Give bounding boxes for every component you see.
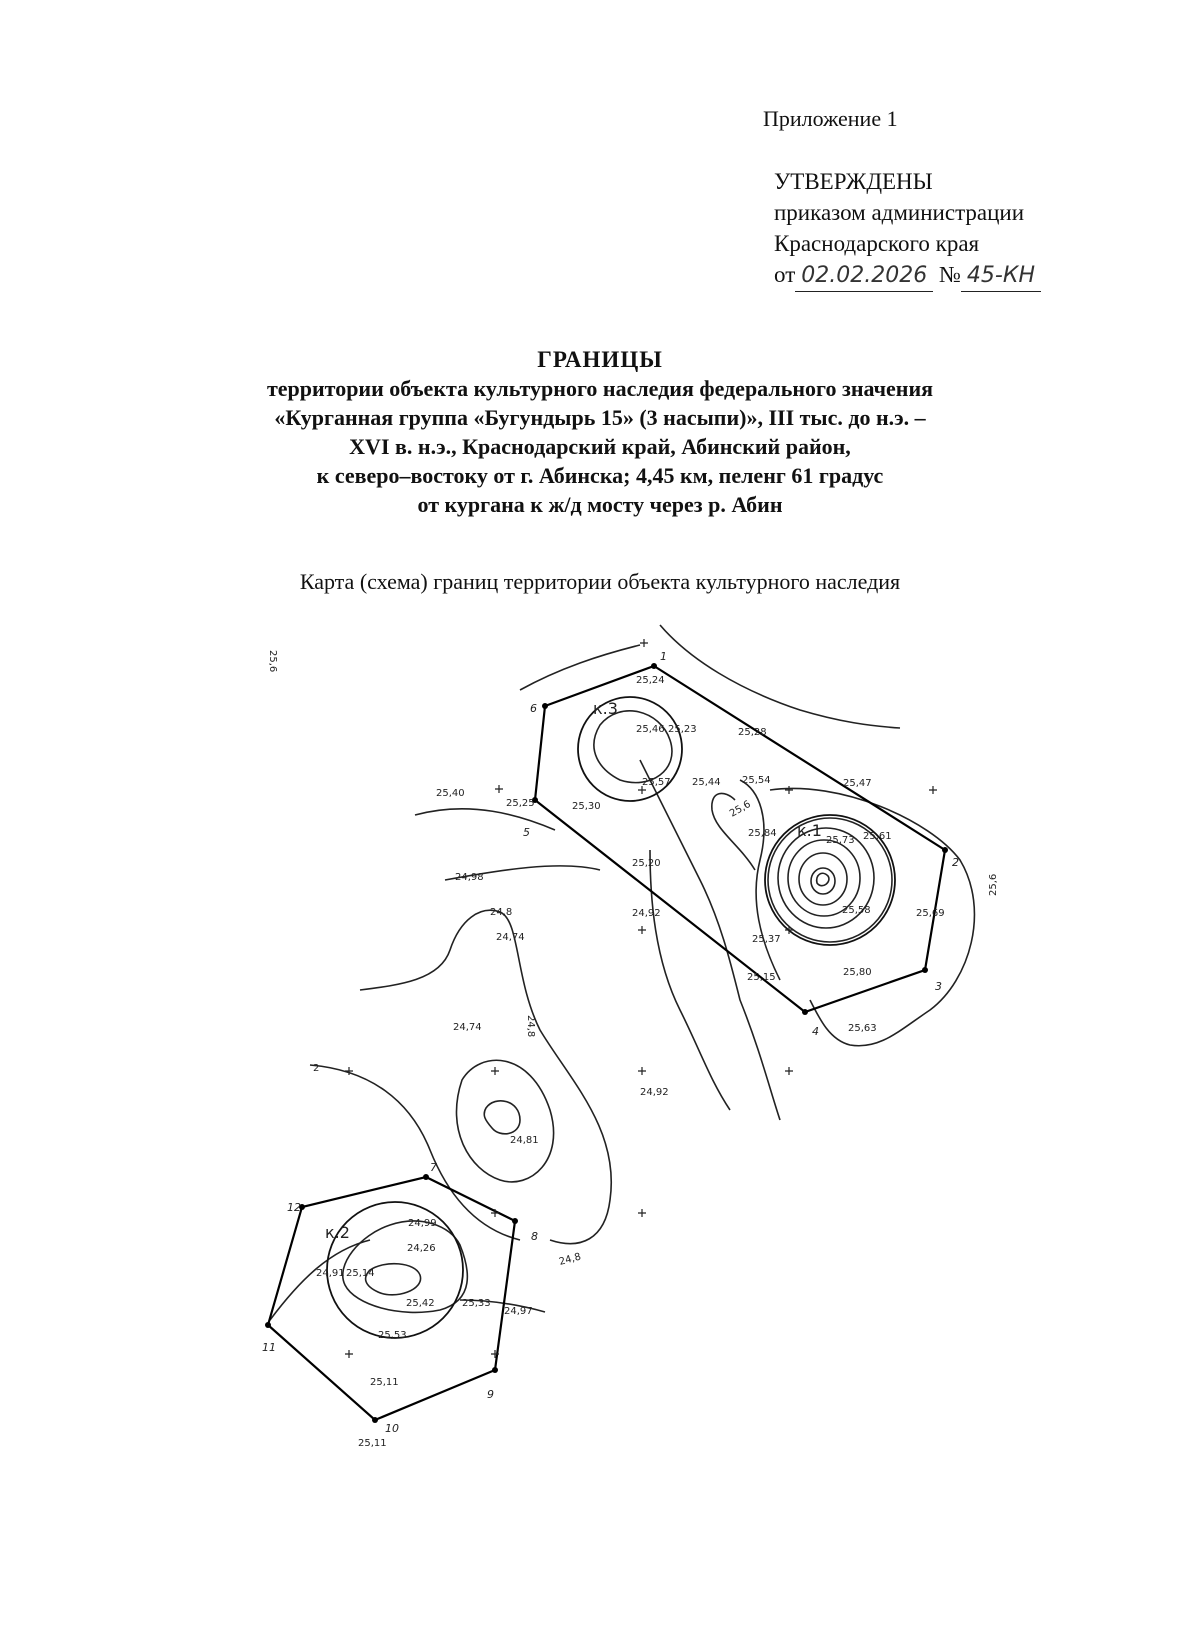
- contour-label: 25,6: [728, 798, 753, 820]
- point-label-3: 3: [935, 980, 942, 993]
- contour-label: 24,8: [557, 1251, 583, 1268]
- elevation-label: 25,11: [370, 1377, 399, 1388]
- elevation-label: 25,33: [462, 1298, 491, 1309]
- number-prefix: №: [938, 262, 961, 287]
- mound-label-k3: к.3: [593, 699, 618, 718]
- elevation-label: 25,20: [632, 858, 661, 869]
- approved-line-3: Краснодарского края: [774, 231, 980, 256]
- elevation-label: 24,81: [510, 1135, 539, 1146]
- point-label-10: 10: [385, 1422, 399, 1435]
- elevation-label: 25,14: [346, 1268, 375, 1279]
- point-label-5: 5: [523, 826, 530, 839]
- elevation-label: 25,44: [692, 777, 721, 788]
- elevation-label: 24,92: [632, 908, 661, 919]
- elevation-label: 24,99: [408, 1218, 437, 1229]
- point-label-2: 2: [952, 856, 959, 869]
- contour-label: 24,8: [525, 1015, 536, 1038]
- point-label-12: 12: [287, 1201, 301, 1214]
- elevation-label: 25,25: [506, 798, 535, 809]
- elevation-label: 25,42: [406, 1298, 435, 1309]
- order-number: 45-КН: [961, 260, 1041, 292]
- elevation-label: 24,98: [455, 872, 484, 883]
- point-label-7: 7: [430, 1161, 437, 1174]
- point-label-8: 8: [531, 1230, 538, 1243]
- elevation-label: 25,69: [916, 908, 945, 919]
- elevation-label: 24,74: [496, 932, 525, 943]
- elevation-label: 25,15: [747, 972, 776, 983]
- approved-line-2: приказом администрации: [774, 200, 1025, 225]
- point-label-11: 11: [262, 1341, 276, 1354]
- elevation-label: 25,46: [636, 724, 665, 735]
- mound-circles: [327, 697, 895, 1338]
- elevation-label: 25,23: [668, 724, 697, 735]
- elevation-label: 25,24: [636, 675, 665, 686]
- title-line-1: территории объекта культурного наследия федерального значения: [266, 376, 934, 401]
- title-main: ГРАНИЦЫ: [537, 347, 663, 372]
- order-date: 02.02.2026: [795, 260, 933, 292]
- elevation-label: 25,84: [748, 828, 777, 839]
- point-label-1: 1: [660, 650, 667, 663]
- elevation-label: 25,54: [742, 775, 771, 786]
- elevation-label: 25,28: [738, 727, 767, 738]
- approved-heading: УТВЕРЖДЕНЫ: [774, 169, 933, 194]
- map-subtitle: Карта (схема) границ территории объекта культурного наследия: [299, 569, 901, 594]
- elevation-label: 24,91: [316, 1268, 345, 1279]
- elevation-label: 25,11: [358, 1438, 387, 1449]
- point-label-9: 9: [487, 1388, 494, 1401]
- appendix-label: Приложение 1: [763, 106, 898, 131]
- mound-label-k1: к.1: [797, 821, 822, 840]
- mound-label-k2: к.2: [325, 1223, 350, 1242]
- elevation-label: 25,47: [843, 778, 872, 789]
- from-prefix: от: [774, 262, 796, 287]
- title-line-5: от кургана к ж/д мосту через р. Абин: [417, 492, 783, 517]
- title-line-2: «Курганная группа «Бугундырь 15» (3 насыпи)», III тыс. до н.э. –: [274, 405, 926, 430]
- elevation-label: 25,37: [752, 934, 781, 945]
- elevation-label: 24,74: [453, 1022, 482, 1033]
- contour-label: 25,6: [267, 650, 278, 673]
- point-label-4: 4: [812, 1025, 819, 1038]
- elevation-label: 25,61: [863, 831, 892, 842]
- contour-label: 2: [313, 1063, 320, 1074]
- elevation-label: 25,40: [436, 788, 465, 799]
- elevation-label: 25,58: [842, 905, 871, 916]
- elevation-label: 24,92: [640, 1087, 669, 1098]
- elevation-label: 24,26: [407, 1243, 436, 1254]
- title-line-4: к северо–востоку от г. Абинска; 4,45 км, пеленг 61 градус: [316, 463, 884, 488]
- elevation-label: 24,97: [504, 1306, 533, 1317]
- point-label-6: 6: [530, 702, 537, 715]
- elevation-label: 25,57: [642, 777, 671, 788]
- contour-label: 24,8: [490, 907, 513, 918]
- elevation-label: 25,73: [826, 835, 855, 846]
- elevation-label: 25,53: [378, 1330, 407, 1341]
- elevation-label: 25,30: [572, 801, 601, 812]
- contour-label: 25,6: [988, 873, 999, 896]
- elevation-label: 25,80: [843, 967, 872, 978]
- elevation-label: 25,63: [848, 1023, 877, 1034]
- title-line-3: XVI в. н.э., Краснодарский край, Абинский район,: [349, 434, 851, 459]
